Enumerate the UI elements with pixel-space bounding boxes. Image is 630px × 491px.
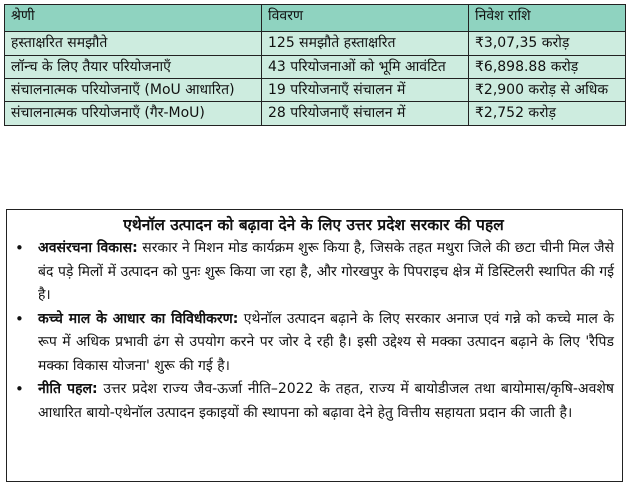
initiatives-box [6, 209, 623, 482]
box-title: एथेनॉल उत्पादन को बढ़ावा देने के लिए उत्तर प्रदेश सरकार की पहल [123, 216, 504, 234]
cell-amount: ₹2,752 करोड़ [469, 102, 626, 126]
list-item [13, 308, 614, 379]
point-heading: नीति पहल: [38, 381, 98, 397]
cell-detail: 43 परियोजनाओं को भूमि आवंटित [262, 56, 469, 79]
cell-detail: 28 परियोजनाएँ संचालन में [262, 102, 469, 126]
bullet-icon: • [15, 309, 24, 328]
bullet-icon: • [15, 380, 24, 398]
cell-detail: 19 परियोजनाएँ संचालन में [262, 79, 469, 102]
column-header-amount: निवेश राशि [469, 5, 626, 32]
point-text: सरकार ने मिशन मोड कार्यक्रम शुरू किया है, जिसके तहत मथुरा जिले की छटा चीनी मिल जैसे बंद पड़े मिलों में उत्पादन को पुनः शुरू किया जा रहा है, और गोरखपुर के पिपराइच क्षेत्र में डिस्टिलरी स्थापित की गई है। [38, 240, 614, 303]
point-text: एथेनॉल उत्पादन बढ़ाने के लिए सरकार अनाज एवं गन्ने को कच्चे माल के रूप में अधिक प्रभावी ढंग से उपयोग करने पर जोर दे रही है। इसी उद्देश्य से मक्का उत्पादन बढ़ाने के लिए 'रैपिड मक्का विकास योजना' शुरू की गई है। [38, 310, 615, 374]
cell-amount: ₹6,898.88 करोड़ [469, 56, 626, 79]
point-heading: अवसंरचना विकास: [38, 240, 138, 256]
point-heading: कच्चे माल के आधार का विविधीकरण: [38, 310, 239, 327]
initiatives-list [13, 237, 614, 425]
cell-category: संचालनात्मक परियोजनाएँ (गैर-MoU) [5, 102, 262, 126]
list-item [13, 378, 614, 425]
column-header-category: श्रेणी [5, 5, 262, 32]
point-text: उत्तर प्रदेश राज्य जैव-ऊर्जा नीति–2022 के तहत, राज्य में बायोडीजल तथा बायोमास/कृषि-अवशेष आधारित बायो-एथेनॉल उत्पादन इकाइयों की स्थापना को बढ़ावा देने हेतु वित्तीय सहायता प्रदान की जाती है। [38, 381, 614, 421]
table-row [5, 102, 626, 126]
investment-table [4, 4, 626, 126]
list-item [13, 237, 614, 308]
table-row [5, 56, 626, 79]
bullet-icon: • [15, 239, 24, 257]
cell-category: हस्ताक्षरित समझौते [5, 32, 262, 56]
table-row [5, 32, 626, 56]
cell-category: लॉन्च के लिए तैयार परियोजनाएँ [5, 56, 262, 79]
cell-category: संचालनात्मक परियोजनाएँ (MoU आधारित) [5, 79, 262, 102]
column-header-detail: विवरण [262, 5, 469, 32]
cell-amount: ₹3,07,35 करोड़ [469, 32, 626, 56]
table-header-row [5, 5, 626, 32]
table-row [5, 79, 626, 102]
cell-amount: ₹2,900 करोड़ से अधिक [469, 79, 626, 102]
cell-detail: 125 समझौते हस्ताक्षरित [262, 32, 469, 56]
